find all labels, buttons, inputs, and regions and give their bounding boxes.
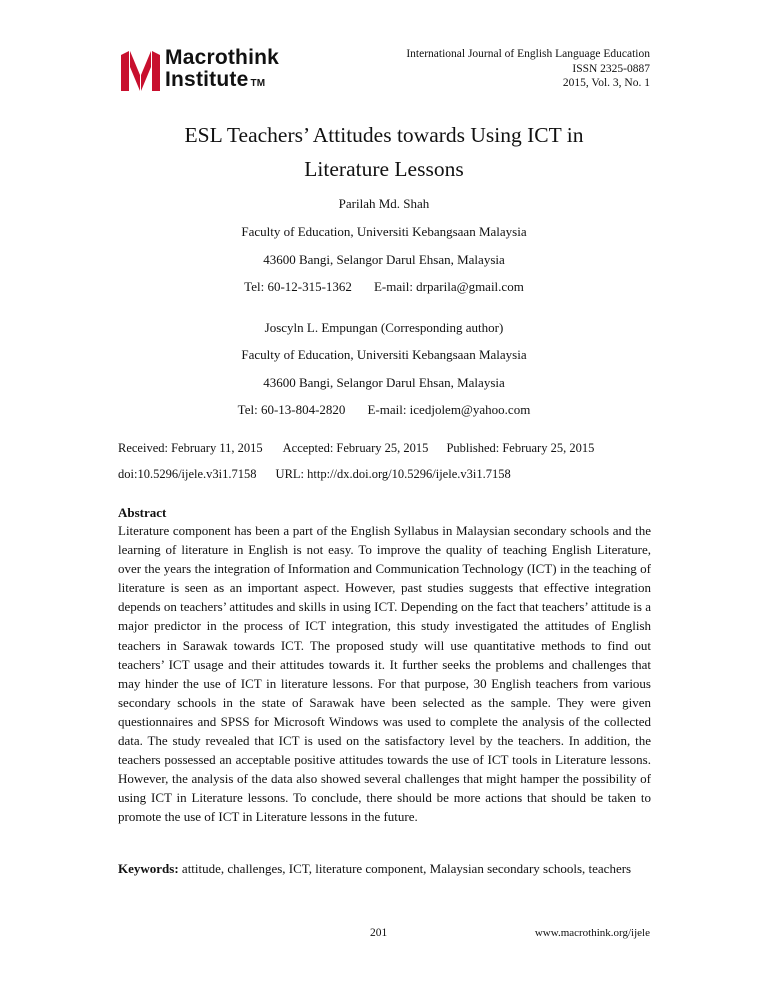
logo-line-2 <box>165 69 279 91</box>
publisher-logo <box>119 47 309 95</box>
logo-line-1: Macrothink <box>165 46 280 69</box>
author-1-affiliation: Faculty of Education, Universiti Kebangsaan Malaysia <box>241 224 527 239</box>
author-2-contact <box>100 402 668 418</box>
trademark-symbol: TM <box>250 78 266 89</box>
doi-url[interactable]: URL: http://dx.doi.org/10.5296/ijele.v3i1.7158 <box>275 467 511 481</box>
author-1-address: 43600 Bangi, Selangor Darul Ehsan, Malaysia <box>263 252 505 267</box>
author-1-contact <box>100 279 668 295</box>
journal-website[interactable]: www.macrothink.org/ijele <box>534 927 650 939</box>
abstract-heading: Abstract <box>118 505 167 520</box>
doi: doi:10.5296/ijele.v3i1.7158 <box>118 467 257 481</box>
publisher-name <box>165 47 279 91</box>
author-2-email[interactable]: E-mail: icedjolem@yahoo.com <box>367 402 531 417</box>
author-2-tel: Tel: 60-13-804-2820 <box>237 402 346 417</box>
author-2-address: 43600 Bangi, Selangor Darul Ehsan, Malaysia <box>263 375 505 390</box>
keywords-label: Keywords: <box>118 861 179 876</box>
doi-line <box>118 467 511 482</box>
received-date: Received: February 11, 2015 <box>118 441 263 455</box>
journal-volume: 2015, Vol. 3, No. 1 <box>562 77 650 89</box>
macrothink-logo-icon <box>119 47 161 93</box>
journal-name: International Journal of English Language Education <box>406 48 650 60</box>
logo-line-2-text: Institute <box>165 68 249 91</box>
accepted-date: Accepted: February 25, 2015 <box>282 441 429 455</box>
author-2-name: Joscyln L. Empungan (Corresponding author) <box>264 320 504 335</box>
page-number: 201 <box>370 927 388 939</box>
journal-issn: ISSN 2325-0887 <box>572 62 650 75</box>
published-date: Published: February 25, 2015 <box>446 441 595 455</box>
author-1-tel: Tel: 60-12-315-1362 <box>244 279 352 294</box>
author-1-email[interactable]: E-mail: drparila@gmail.com <box>373 279 524 294</box>
abstract-text: Literature component has been a part of the English Syllabus in Malaysian secondary schools and the learning of literature in English is not easy. To improve the quality of teaching English Literature, over the years the integration of Information and Communication Technology (ICT) in the teaching of literature is seen as an important aspect. However, past studies suggests that effective integration depends on teachers’ attitudes and skills in using ICT. Depending on the fact that teachers’ attitude is a major predictor in the process of ICT integration, this study investigated the attitudes of English teachers in Sarawak towards ICT. The proposed study will use quantitative methods to find out teachers’ ICT usage and their attitudes towards it. It further seeks the problems and challenges that may hinder the use of ICT in literature lessons. For that purpose, 30 English teachers from various secondary schools in the state of Sarawak have been selected as the sample. They were given questionnaires and SPSS for Microsoft Windows was used to complete the analysis of the collected data. The study revealed that ICT is used on the satisfactory level by the teachers. In addition, the teachers possessed an acceptable positive attitudes towards the use of ICT tools in Literature lessons. However, the analysis of the data also showed several challenges that might hamper the possibility of using ICT in Literature lessons. To conclude, there should be more actions that should be taken to promote the use of ICT in Literature lessons in the future. <box>118 523 651 825</box>
title-line-2: Literature Lessons <box>304 157 464 181</box>
author-2-affiliation: Faculty of Education, Universiti Kebangsaan Malaysia <box>241 347 527 362</box>
paper-title <box>100 118 668 186</box>
journal-header <box>406 47 650 91</box>
author-1-name: Parilah Md. Shah <box>338 196 430 211</box>
title-line-1: ESL Teachers’ Attitudes towards Using ICT in <box>184 123 584 147</box>
keywords-text: attitude, challenges, ICT, literature component, Malaysian secondary schools, teachers <box>181 861 632 876</box>
keywords <box>118 859 651 879</box>
publication-dates <box>118 441 594 456</box>
